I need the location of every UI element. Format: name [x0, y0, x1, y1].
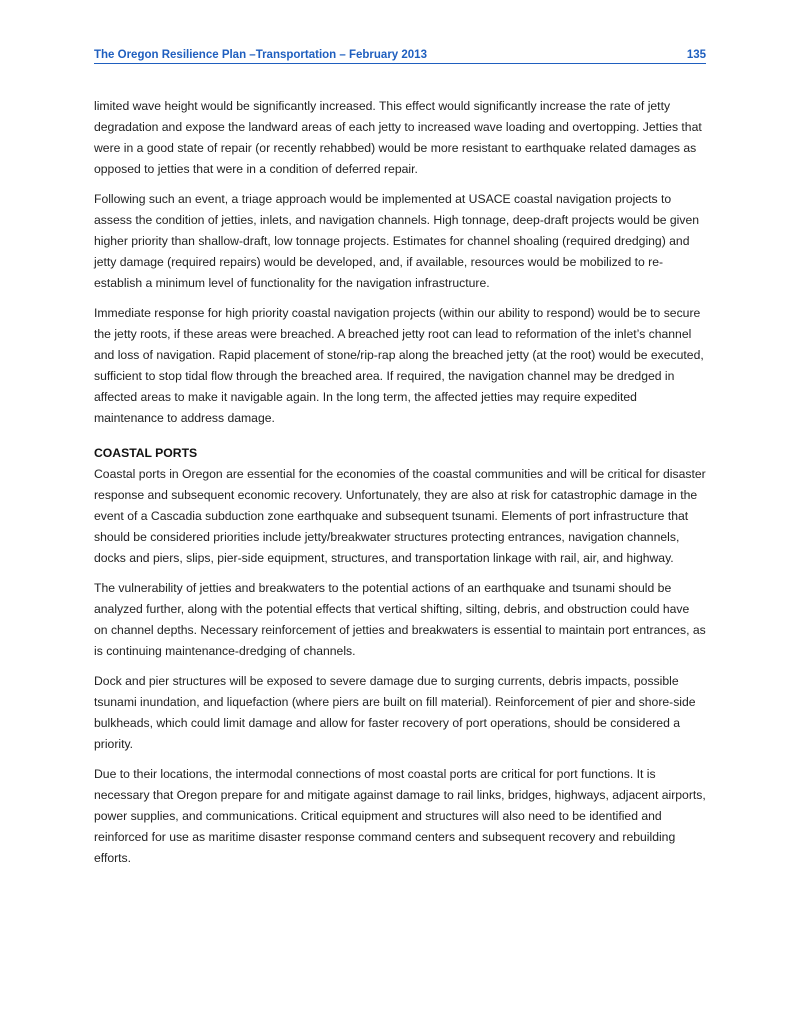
paragraph-triage-approach: Following such an event, a triage approach would be implemented at USACE coastal navigation projects to assess the condition of jetties, inlets, and navigation channels. High tonnage, deep-draft projects would be given higher priority than shallow-draft, low tonnage projects. Estimates for channel shoaling (required dredging) and jetty damage (required repairs) would be developed, and, if available, resources would be mobilized to re-establish a minimum level of functionality for the navigation infrastructure.	[94, 192, 700, 290]
page-number: 135	[686, 49, 706, 61]
paragraph-jetty-degradation: limited wave height would be significantly increased. This effect would significantly increase the rate of jetty degradation and expose the landward areas of each jetty to increased wave loading and overtopping. Jetties that were in a good state of repair (or recently rehabbed) would be more resistant to earthquake related damages as opposed to jetties that were in a condition of deferred repair.	[94, 99, 702, 176]
header-title: The Oregon Resilience Plan –Transportation – February 2013	[94, 49, 427, 61]
body-content	[94, 96, 706, 869]
paragraph-immediate-response: Immediate response for high priority coastal navigation projects (within our ability to respond) would be to secure the jetty roots, if these areas were breached. A breached jetty root can lead to reformation of the inlet’s channel and loss of navigation. Rapid placement of stone/rip-rap along the breached jetty (at the root) would be executed, sufficient to stop tidal flow through the breached area. If required, the navigation channel may be dredged in affected areas to make it navigable again. In the long term, the affected jetties may require expedited maintenance to address damage.	[94, 306, 704, 425]
running-header	[94, 48, 706, 64]
paragraph-coastal-ports-intro: Coastal ports in Oregon are essential for the economies of the coastal communities and will be critical for disaster response and subsequent economic recovery. Unfortunately, they are also at risk for catastrophic damage in the event of a Cascadia subduction zone earthquake and subsequent tsunami. Elements of port infrastructure that should be considered priorities include jetty/breakwater structures protecting entrances, navigation channels, docks and piers, slips, pier-side equipment, structures, and transportation linkage with rail, air, and highway.	[94, 467, 706, 565]
paragraph-intermodal-connections: Due to their locations, the intermodal connections of most coastal ports are critical for port functions. It is necessary that Oregon prepare for and mitigate against damage to rail links, bridges, highways, adjacent airports, power supplies, and communications. Critical equipment and structures will also need to be identified and reinforced for use as maritime disaster response command centers and subsequent recovery and rebuilding efforts.	[94, 767, 706, 865]
document-page	[94, 48, 706, 878]
section-heading-coastal-ports: COASTAL PORTS	[94, 446, 198, 460]
paragraph-dock-pier-structures: Dock and pier structures will be exposed to severe damage due to surging currents, debris impacts, possible tsunami inundation, and liquefaction (where piers are built on fill material). Reinforcement of pier and shore-side bulkheads, which could limit damage and allow for faster recovery of port operations, should be considered a priority.	[94, 674, 696, 751]
paragraph-jetty-vulnerability: The vulnerability of jetties and breakwaters to the potential actions of an earthquake and tsunami should be analyzed further, along with the potential effects that vertical shifting, silting, debris, and obstruction could have on channel depths. Necessary reinforcement of jetties and breakwaters is essential to maintain port entrances, as is continuing maintenance-dredging of channels.	[94, 581, 706, 658]
